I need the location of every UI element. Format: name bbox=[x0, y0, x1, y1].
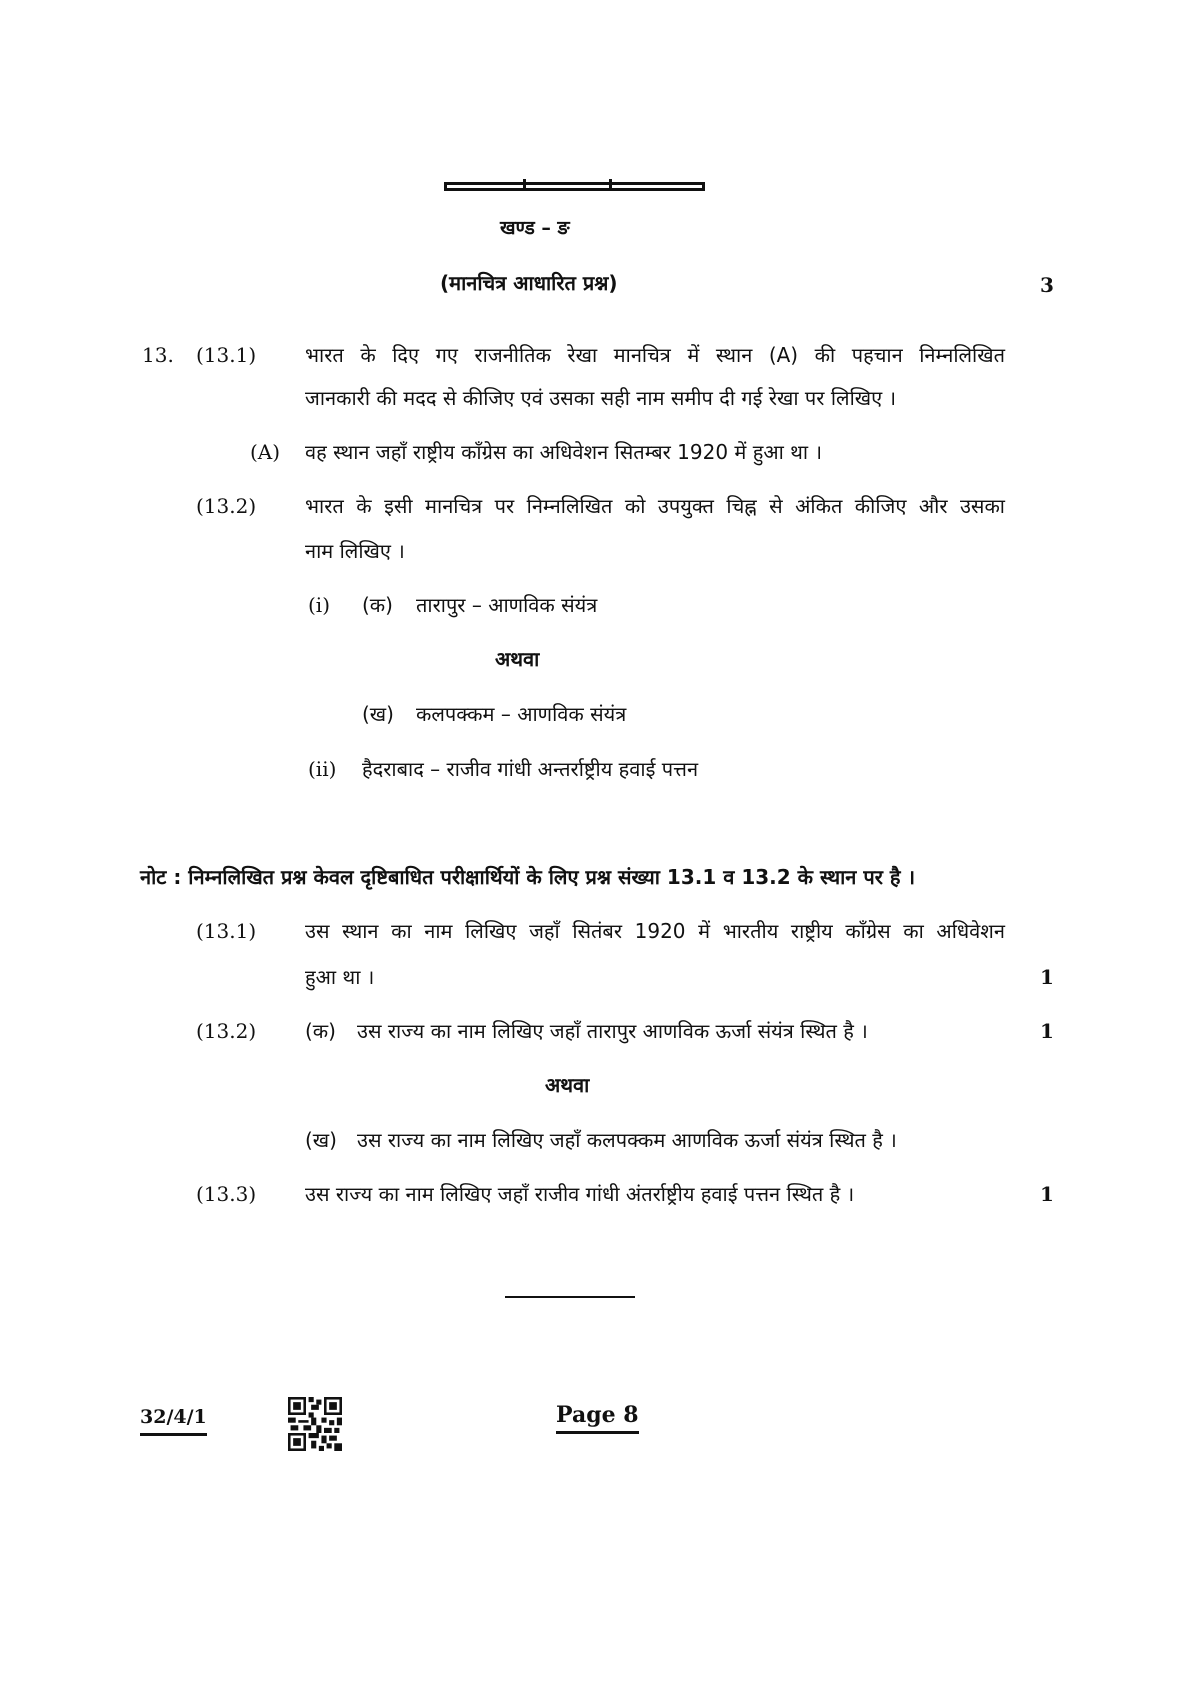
item-text: हैदराबाद – राजीव गांधी अन्तर्राष्ट्रीय हवाई पत्तन bbox=[362, 757, 699, 781]
section-heading: खण्ड – ङ bbox=[500, 217, 570, 239]
option-label: (ख) bbox=[362, 702, 394, 726]
sub-label: (A) bbox=[250, 440, 281, 464]
item-roman: (i) bbox=[308, 593, 331, 617]
item-text: कलपक्कम – आणविक संयंत्र bbox=[416, 702, 627, 726]
or-label: अथवा bbox=[545, 1073, 590, 1097]
question-text: नाम लिखिए । bbox=[305, 539, 405, 563]
question-text: जानकारी की मदद से कीजिए एवं उसका सही नाम समीप दी गई रेखा पर लिखिए । bbox=[305, 386, 897, 410]
question-marks: 1 bbox=[1040, 1182, 1054, 1206]
question-label: (13.2) bbox=[196, 494, 257, 518]
question-text: उस राज्य का नाम लिखिए जहाँ तारापुर आणविक ऊर्जा संयंत्र स्थित है । bbox=[357, 1019, 868, 1043]
question-text: उस राज्य का नाम लिखिए जहाँ राजीव गांधी अंतर्राष्ट्रीय हवाई पत्तन स्थित है । bbox=[305, 1182, 855, 1206]
question-text: उस राज्य का नाम लिखिए जहाँ कलपक्कम आणविक ऊर्जा संयंत्र स्थित है । bbox=[357, 1128, 897, 1152]
option-label: (ख) bbox=[305, 1128, 337, 1152]
option-label: (क) bbox=[305, 1019, 336, 1043]
section-subheading: (मानचित्र आधारित प्रश्न) bbox=[440, 271, 618, 295]
question-label: (13.1) bbox=[196, 343, 257, 367]
or-label: अथवा bbox=[495, 647, 540, 671]
item-roman: (ii) bbox=[308, 757, 337, 781]
question-label: (13.2) bbox=[196, 1019, 257, 1043]
question-text: भारत के इसी मानचित्र पर निम्नलिखित को उपयुक्त चिह्न से अंकित कीजिए और उसका bbox=[305, 494, 1005, 518]
question-label: (13.1) bbox=[196, 919, 257, 943]
question-marks: 1 bbox=[1040, 1019, 1054, 1043]
section-divider-bar bbox=[444, 182, 705, 191]
section-marks: 3 bbox=[1040, 273, 1054, 297]
sub-text: वह स्थान जहाँ राष्ट्रीय काँग्रेस का अधिवेशन सितम्बर 1920 में हुआ था । bbox=[305, 440, 823, 464]
bar-divider bbox=[609, 179, 612, 191]
paper-code: 32/4/1 bbox=[140, 1405, 207, 1436]
question-text: भारत के दिए गए राजनीतिक रेखा मानचित्र में स्थान (A) की पहचान निम्नलिखित bbox=[305, 343, 1005, 367]
question-number: 13. bbox=[142, 343, 174, 367]
end-rule bbox=[505, 1296, 635, 1298]
page-number: Page 8 bbox=[556, 1403, 639, 1434]
question-marks: 1 bbox=[1040, 965, 1054, 989]
option-label: (क) bbox=[362, 593, 393, 617]
question-text: उस स्थान का नाम लिखिए जहाँ सितंबर 1920 में भारतीय राष्ट्रीय काँग्रेस का अधिवेशन bbox=[305, 919, 1005, 943]
item-text: तारापुर – आणविक संयंत्र bbox=[416, 593, 598, 617]
question-label: (13.3) bbox=[196, 1182, 257, 1206]
qr-code-icon bbox=[288, 1397, 342, 1451]
question-text: हुआ था । bbox=[305, 965, 375, 989]
bar-divider bbox=[523, 179, 526, 191]
note-text: नोट : निम्नलिखित प्रश्न केवल दृष्टिबाधित परीक्षार्थियों के लिए प्रश्न संख्या 13.1 व 13.2 के स्थान पर है । bbox=[140, 865, 916, 889]
